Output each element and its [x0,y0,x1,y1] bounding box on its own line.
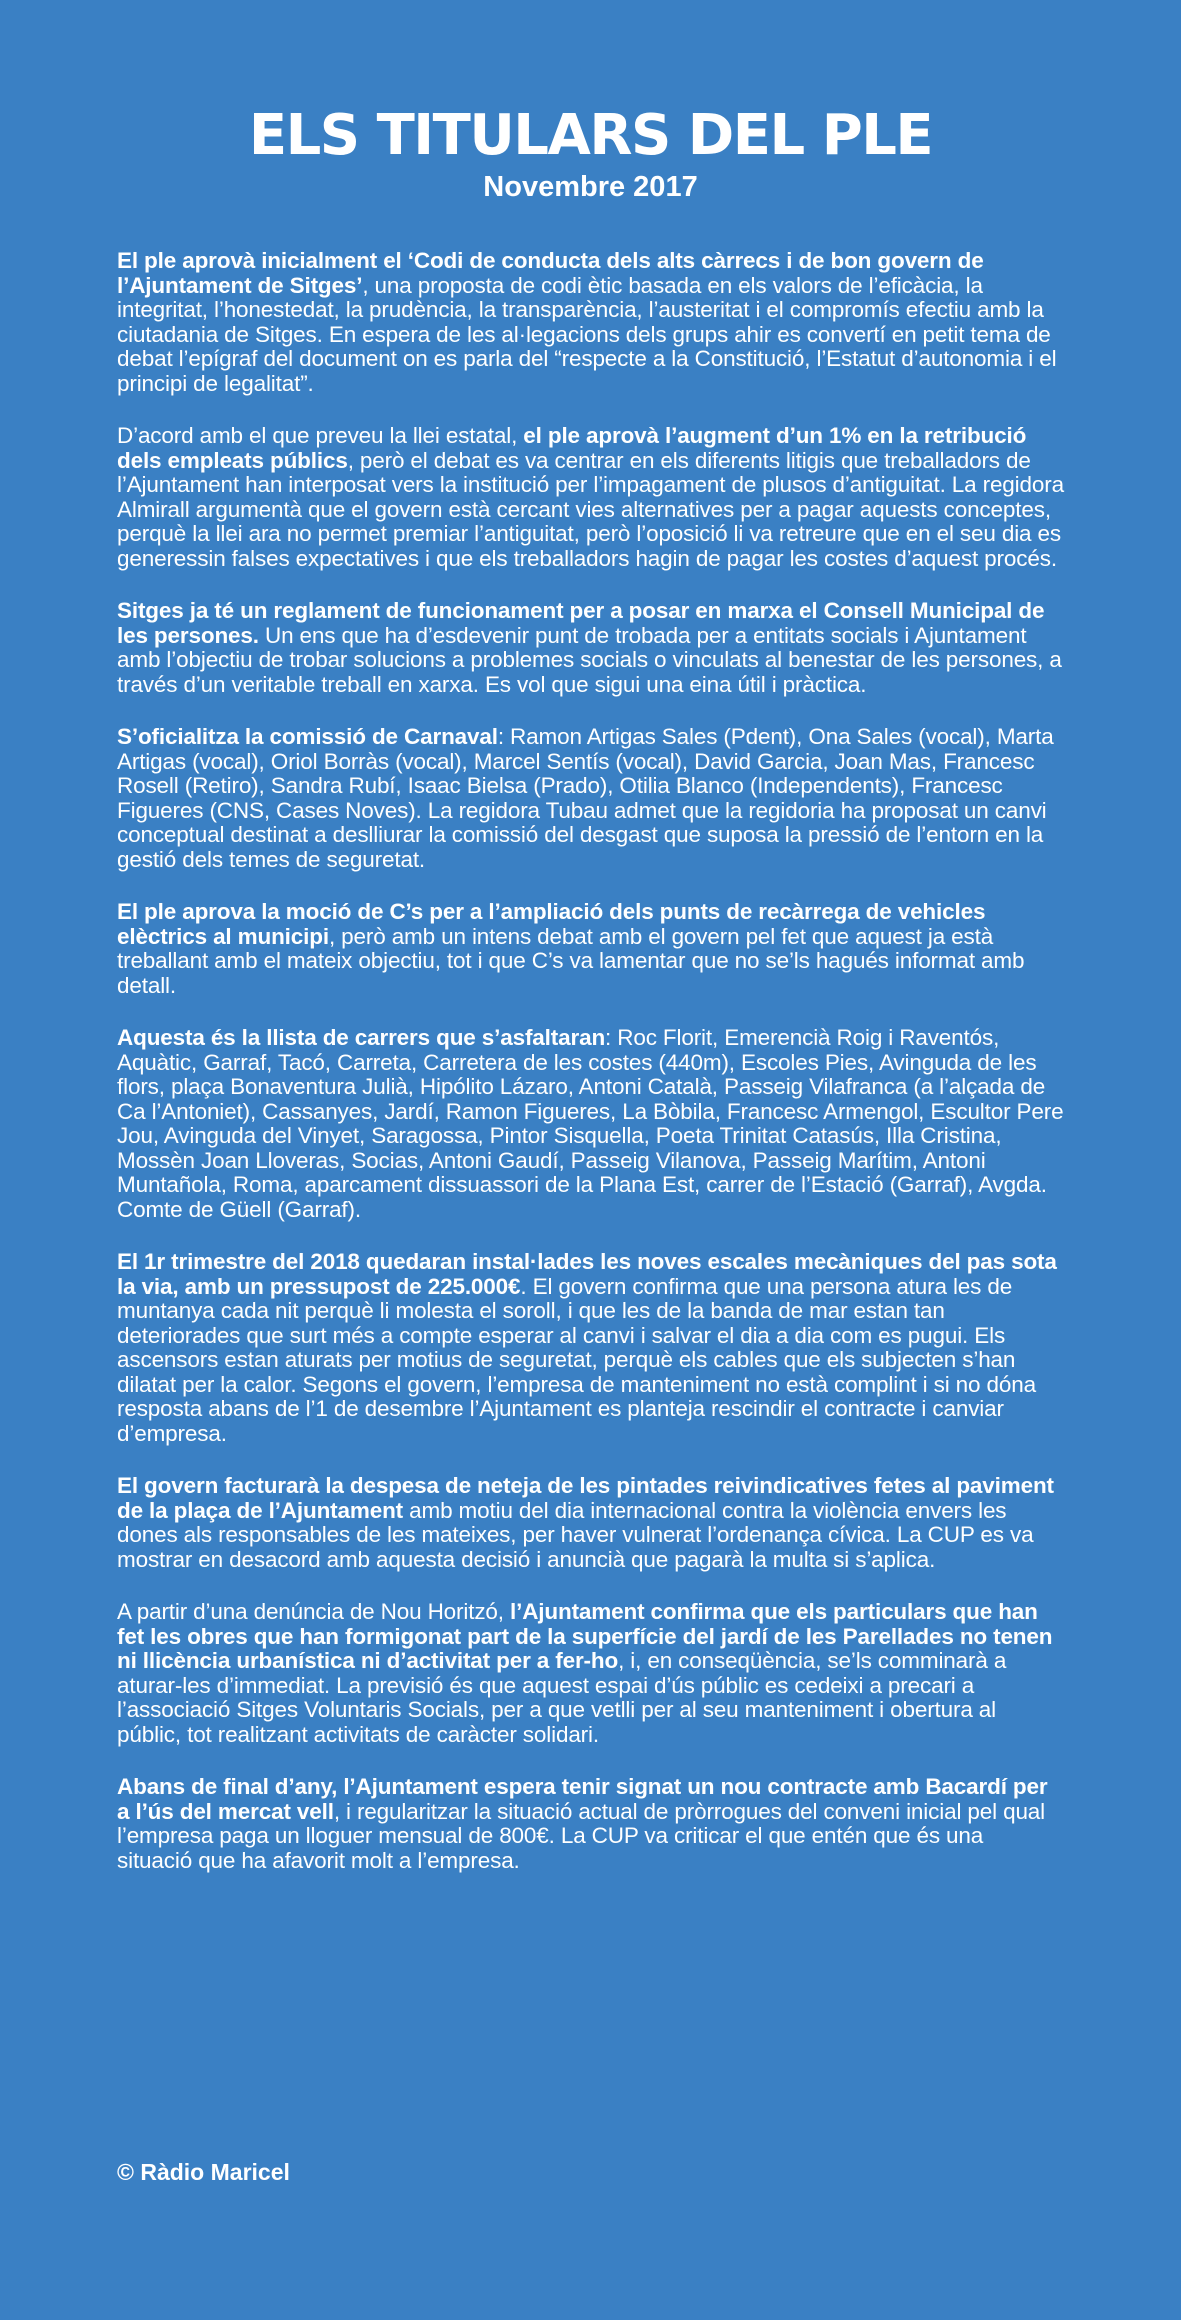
paragraph-body: , i, en conseqüència, se’ls comminarà a aturar-les d’immediat. La previsió és que aquest espai d’ús públic es cedeixi a precari a l’associació Sitges Voluntaris Socials, per a que vetlli per al seu manteniment i obertura al públic, tot realitzant activitats de caràcter solidari. [117,1648,1007,1747]
article-paragraph [117,1474,1064,1572]
paragraph-body: , però el debat es va centrar en els diferents litigis que treballadors de l’Ajuntament han interposat vers la institució per l’impagament de plusos d’antiguitat. La regidora Almirall argumentà que el govern està cercant vies alternatives per a pagar aquests conceptes, perquè la llei ara no permet premiar l’antiguitat, però l’oposició li va retreure que en el seu dia es generessin falses expectatives i que els treballadors hagin de pagar les costes d’aquest procés. [117,447,1064,571]
paragraph-headline: Sitges ja té un reglament de funcionament per a posar en marxa el Consell Municipal de les persones. [117,598,1045,648]
article-paragraph [117,1250,1064,1446]
paragraph-body: : Roc Florit, Emerencià Roig i Raventós, Aquàtic, Garraf, Tacó, Carreta, Carretera de les costes (440m), Escoles Pies, Avinguda de les flors, plaça Bonaventura Julià, Hipólito Lázaro, Antoni Català, Passeig Vilafranca (a l’alçada de Ca l’Antoniet), Cassanyes, Jardí, Ramon Figueres, La Bòbila, Francesc Armengol, Escultor Pere Jou, Avinguda del Vinyet, Saragossa, Pintor Sisquella, Poeta Trinitat Catasús, Illa Cristina, Mossèn Joan Lloveras, Socias, Antoni Gaudí, Passeig Vilanova, Passeig Marítim, Antoni Muntañola, Roma, aparcament dissuassori de la Plana Est, carrer de l’Estació (Garraf), Avgda. Comte de Güell (Garraf). [117,1025,1064,1222]
page-title: ELS TITULARS DEL PLE [248,103,933,168]
article-paragraph [117,1600,1064,1747]
paragraph-headline: El 1r trimestre del 2018 quedaran instal·lades les noves escales mecàniques del pas sota la via, amb un pressupost de 225.000€ [117,1249,1057,1299]
paragraph-body: amb motiu del dia internacional contra la violència envers les dones als responsables de les mateixes, per haver vulnerat l’ordenança cívica. La CUP es va mostrar en desacord amb aquesta decisió i anuncià que pagarà la multa si s’aplica. [117,1497,1034,1572]
paragraph-body: . El govern confirma que una persona atura les de muntanya cada nit perquè li molesta el soroll, i que les de la banda de mar estan tan deteriorades que surt més a compte esperar al canvi i salvar el dia a dia com es pugui. Els ascensors estan aturats per motius de seguretat, perquè els cables que els subjecten s’han dilatat per la calor. Segons el govern, l’empresa de manteniment no està complint i si no dóna resposta abans de l’1 de desembre l’Ajuntament es planteja rescindir el contracte i canviar d’empresa. [117,1273,1036,1446]
footer-credit: © Ràdio Maricel [117,2159,290,2185]
article-paragraph [117,1026,1064,1222]
article-paragraph [117,725,1064,872]
article-paragraph [117,1775,1064,1873]
header [117,0,1064,204]
paragraph-headline: Aquesta és la llista de carrers que s’asfaltaran [117,1025,606,1050]
article-paragraph [117,249,1064,396]
paragraph-headline: El ple aprova la moció de C’s per a l’ampliació dels punts de recàrrega de vehicles elèctrics al municipi [117,899,986,949]
paragraph-lead: D’acord amb el que preveu la llei estatal, [117,423,524,448]
article-list [117,249,1064,1873]
paragraph-headline: S’oficialitza la comissió de Carnaval [117,724,498,749]
page-subtitle: Novembre 2017 [483,171,698,203]
paragraph-headline: El govern facturarà la despesa de neteja de les pintades reivindicatives fetes al paviment de la plaça de l’Ajuntament [117,1473,1054,1523]
article-paragraph [117,424,1064,571]
paragraph-body: , i regularitzar la situació actual de pròrrogues del conveni inicial pel qual l’empresa paga un lloguer mensual de 800€. La CUP va criticar el que entén que és una situació que ha afavorit molt a l’empresa. [117,1798,1046,1873]
paragraph-body: : Ramon Artigas Sales (Pdent), Ona Sales (vocal), Marta Artigas (vocal), Oriol Borràs (vocal), Marcel Sentís (vocal), David Garcia, Joan Mas, Francesc Rosell (Retiro), Sandra Rubí, Isaac Bielsa (Prado), Otilia Blanco (Independents), Francesc Figueres (CNS, Cases Noves). La regidora Tubau admet que la regidoria ha proposat un canvi conceptual destinat a deslliurar la comissió del desgast que suposa la pressió de l’entorn en la gestió dels temes de seguretat. [117,724,1054,872]
paragraph-headline: El ple aprovà inicialment el ‘Codi de conducta dels alts càrrecs i de bon govern de l’Ajuntament de Sitges’ [117,248,984,298]
article-paragraph [117,900,1064,998]
paragraph-body: , una proposta de codi ètic basada en els valors de l’eficàcia, la integritat, l’honestedat, la prudència, la transparència, l’austeritat i el compromís efectiu amb la ciutadania de Sitges. En espera de les al·legacions dels grups ahir es convertí en petit tema de debat l’epígraf del document on es parla del “respecte a la Constitució, l’Estatut d’autonomia i el principi de legalitat”. [117,272,1057,396]
paragraph-headline: el ple aprovà l’augment d’un 1% en la retribució dels empleats públics [117,423,1027,473]
article-paragraph [117,599,1064,697]
paragraph-headline: l’Ajuntament confirma que els particulars que han fet les obres que han formigonat part de la superfície del jardí de les Parellades no tenen ni llicència urbanística ni d’activitat per a fer-ho [117,1599,1053,1673]
paragraph-lead: A partir d’una denúncia de Nou Horitzó, [117,1599,510,1624]
paragraph-body: Un ens que ha d’esdevenir punt de trobada per a entitats socials i Ajuntament amb l’objectiu de trobar solucions a problemes socials o vinculats al benestar de les persones, a través d’un veritable treball en xarxa. Es vol que sigui una eina útil i pràctica. [117,622,1062,697]
paragraph-headline: Abans de final d’any, l’Ajuntament espera tenir signat un nou contracte amb Bacardí per a l’ús del mercat vell [117,1774,1048,1824]
paragraph-body: , però amb un intens debat amb el govern pel fet que aquest ja està treballant amb el mateix objectiu, tot i que C’s va lamentar que no se’ls hagués informat amb detall. [117,923,1025,998]
